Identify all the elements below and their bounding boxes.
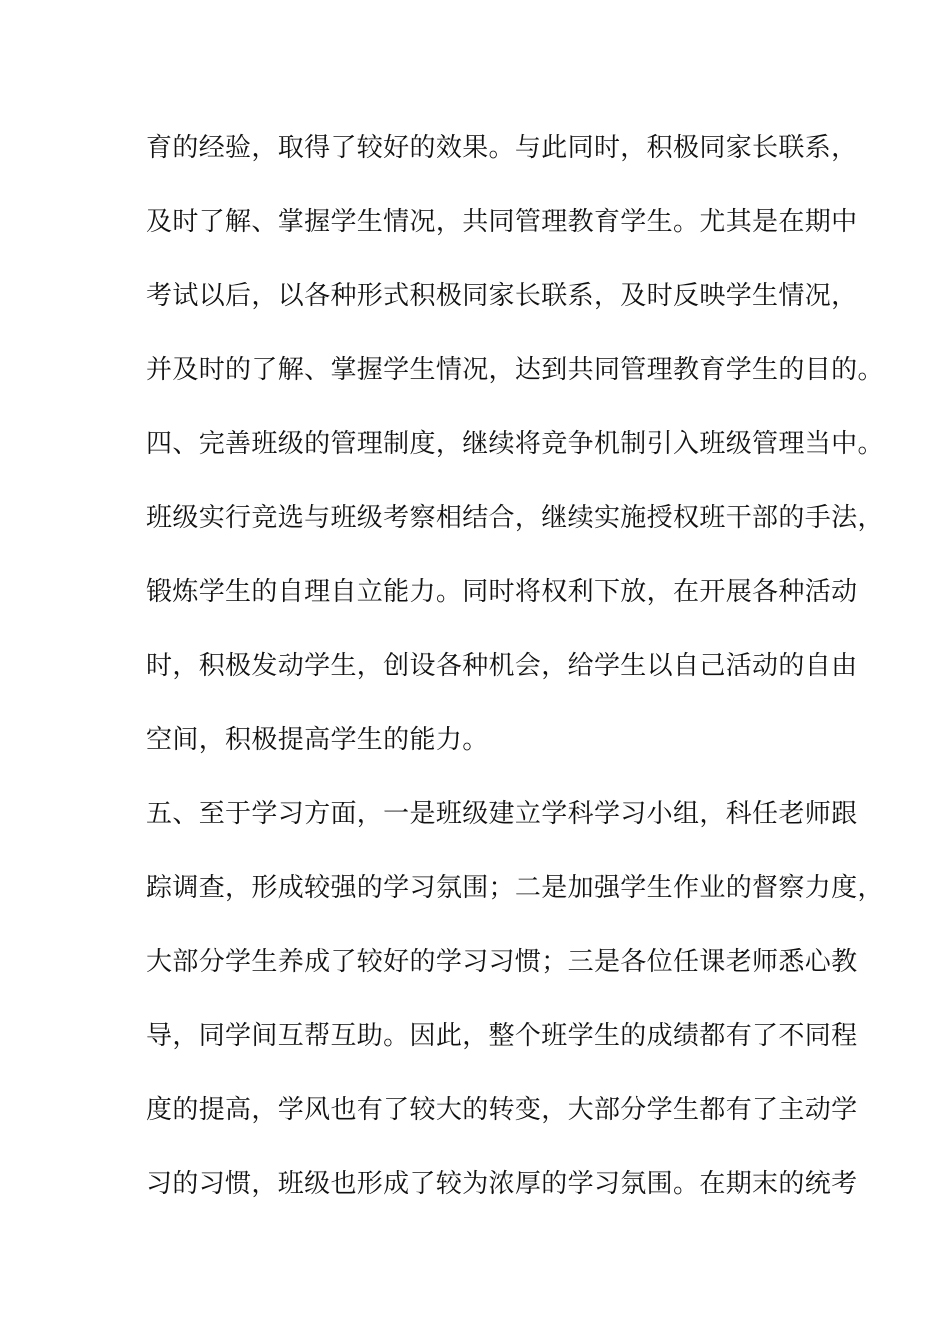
text-line: 导，同学间互帮互助。因此，整个班学生的成绩都有了不同程 bbox=[146, 1021, 858, 1051]
text-line: 及时了解、掌握学生情况，共同管理教育学生。尤其是在期中 bbox=[146, 207, 858, 237]
text-line: 空间，积极提高学生的能力。 bbox=[146, 725, 489, 755]
text-line: 并及时的了解、掌握学生情况，达到共同管理教育学生的目的。 bbox=[146, 355, 884, 385]
text-line: 育的经验，取得了较好的效果。与此同时，积极同家长联系， bbox=[146, 133, 858, 163]
section-heading-line: 五、至于学习方面，一是班级建立学科学习小组，科任老师跟 bbox=[146, 799, 858, 829]
text-line: 习的习惯，班级也形成了较为浓厚的学习氛围。在期末的统考 bbox=[146, 1169, 858, 1199]
text-line: 时，积极发动学生，创设各种机会，给学生以自己活动的自由 bbox=[146, 651, 858, 681]
text-line: 锻炼学生的自理自立能力。同时将权利下放，在开展各种活动 bbox=[146, 577, 858, 607]
text-line: 班级实行竞选与班级考察相结合，继续实施授权班干部的手法， bbox=[146, 503, 884, 533]
text-line: 踪调查，形成较强的学习氛围；二是加强学生作业的督察力度， bbox=[146, 873, 884, 903]
text-line: 大部分学生养成了较好的学习习惯；三是各位任课老师悉心教 bbox=[146, 947, 858, 977]
text-line: 度的提高，学风也有了较大的转变，大部分学生都有了主动学 bbox=[146, 1095, 858, 1125]
section-heading-line: 四、完善班级的管理制度，继续将竞争机制引入班级管理当中。 bbox=[146, 429, 884, 459]
text-line: 考试以后，以各种形式积极同家长联系，及时反映学生情况， bbox=[146, 281, 858, 311]
